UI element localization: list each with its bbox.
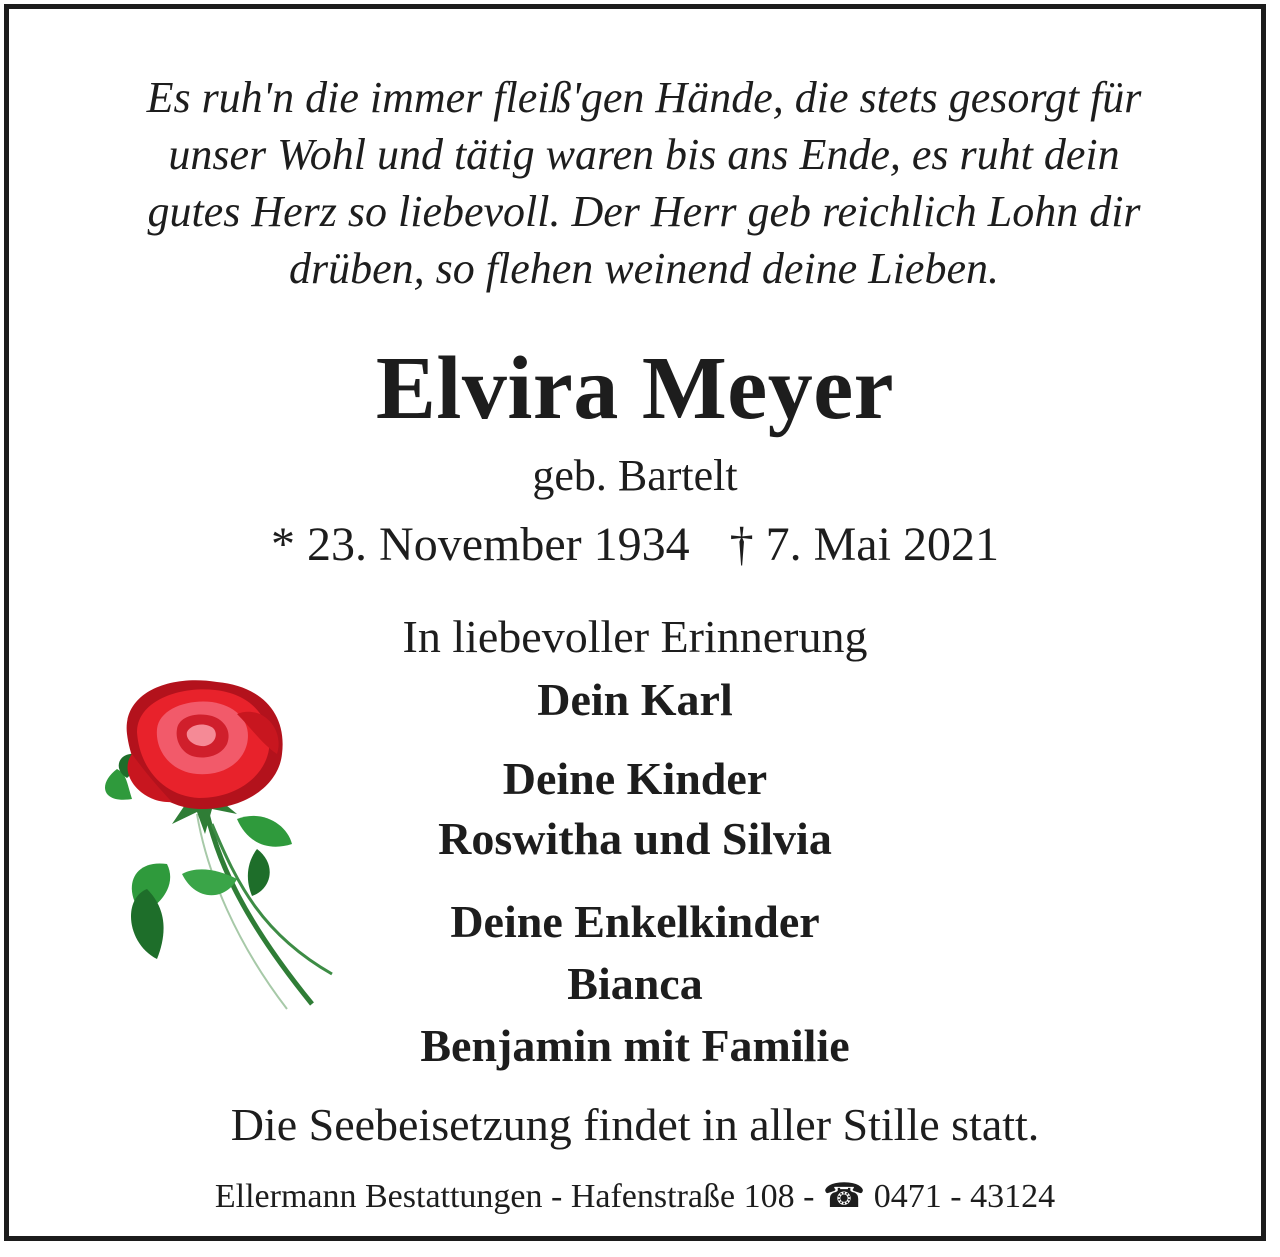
burial-notice: Die Seebeisetzung findet in aller Stille statt.	[230, 1099, 1040, 1150]
poem-line-3: gutes Herz so liebevoll. Der Herr geb reichlich Lohn dir	[147, 187, 1141, 236]
memorial-poem	[49, 69, 1239, 297]
birth-date: * 23. November 1934	[271, 518, 690, 571]
birth-name: geb. Bartelt	[532, 451, 738, 500]
grandchildren-heading: Deine Enkelkinder	[450, 896, 820, 947]
children-names: Roswitha und Silvia	[438, 813, 832, 864]
red-rose-illustration	[87, 674, 347, 1014]
spouse-name: Dein Karl	[537, 674, 733, 725]
obituary-frame	[4, 4, 1266, 1241]
deceased-name: Elvira Meyer	[375, 339, 895, 438]
undertaker-address: Ellermann Bestattungen - Hafenstraße 108 -	[214, 1178, 815, 1215]
undertaker-footer	[9, 1174, 1261, 1220]
poem-line-1: Es ruh'n die immer fleiß'gen Hände, die stets gesorgt für	[146, 73, 1142, 122]
life-dates	[9, 516, 1261, 574]
memory-line: In liebevoller Erinnerung	[402, 611, 868, 662]
phone-number: 0471 - 43124	[873, 1178, 1056, 1215]
grandchild-1: Bianca	[567, 958, 703, 1009]
telephone-icon: ☎	[822, 1178, 866, 1215]
poem-line-2: unser Wohl und tätig waren bis ans Ende, es ruht dein	[168, 130, 1120, 179]
poem-line-4: drüben, so flehen weinend deine Lieben.	[289, 244, 999, 293]
children-heading: Deine Kinder	[502, 753, 768, 804]
grandchild-2: Benjamin mit Familie	[420, 1020, 850, 1071]
death-date: † 7. Mai 2021	[729, 518, 999, 571]
